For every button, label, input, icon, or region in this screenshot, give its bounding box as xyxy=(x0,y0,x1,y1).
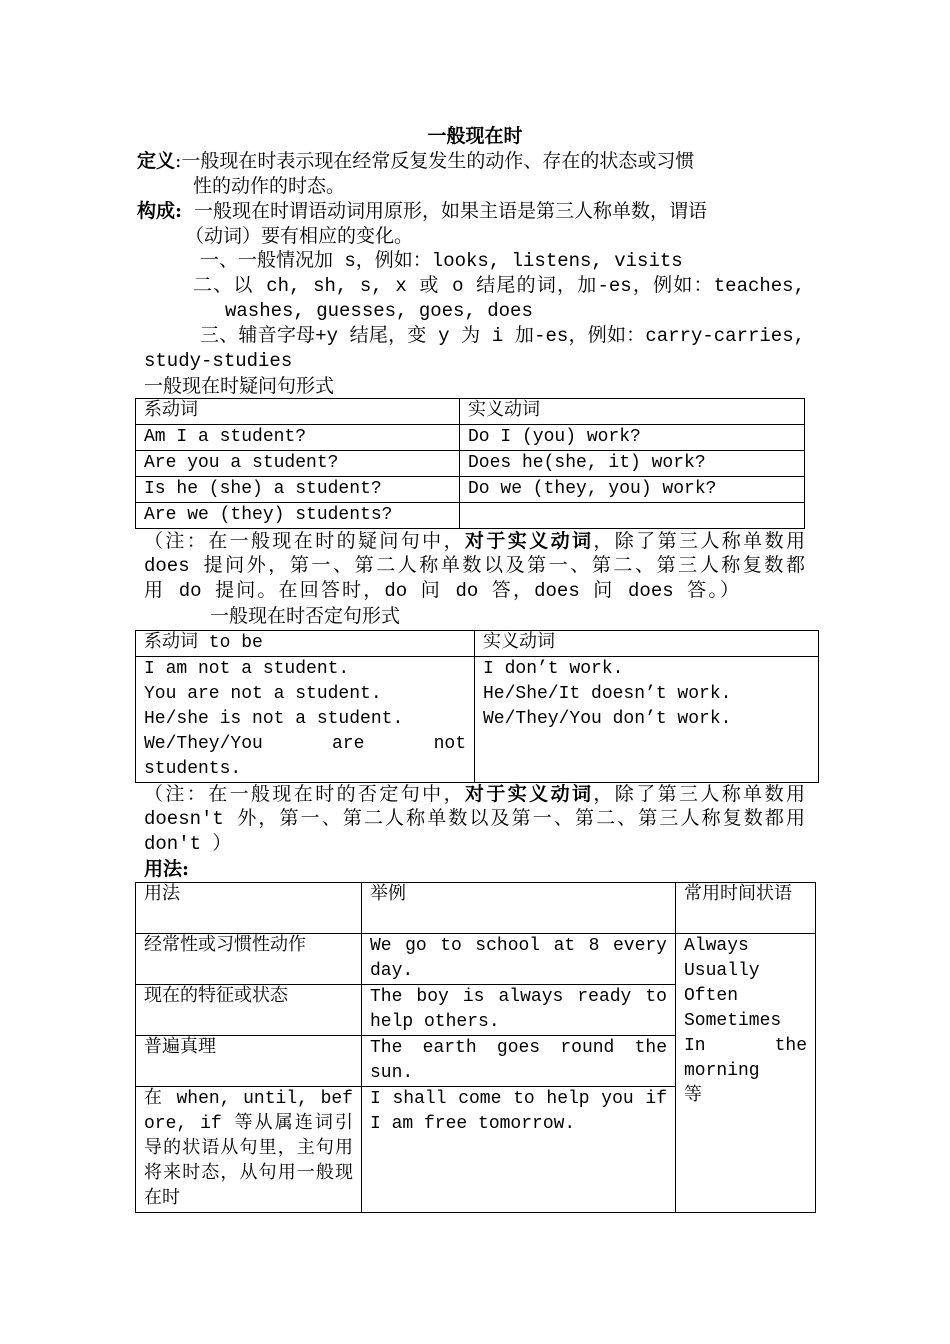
adverbial-item: 等 xyxy=(684,1086,702,1106)
table-row xyxy=(136,451,805,477)
table-row xyxy=(136,503,805,529)
definition-text-2: 性的动作的时态。 xyxy=(193,175,346,197)
table-cell: Does he(she, it) work? xyxy=(460,451,805,477)
example-cell: We go to school at 8 every day. xyxy=(362,934,676,985)
negative-note-line-2: doesn't 外，第一、第二人称单数以及第一、第二、第三人称复数都用 xyxy=(144,808,805,830)
table-row xyxy=(136,631,819,657)
table-cell: Am I a student? xyxy=(136,425,460,451)
definition-line-1 xyxy=(137,149,694,174)
composition-line-1 xyxy=(137,199,707,224)
table-row xyxy=(136,934,816,985)
table-row xyxy=(136,399,805,425)
table-row xyxy=(136,477,805,503)
note-emphasis: 对于实义动词 xyxy=(464,783,594,805)
negative-header-linking: 系动词 to be xyxy=(136,631,475,657)
table-cell xyxy=(460,503,805,529)
table-cell: Are you a student? xyxy=(136,451,460,477)
usage-cell: 在 when, until, before, if 等从属连词引导的状语从句里，主句用将来时态，从句用一般现在时 xyxy=(136,1087,362,1213)
table-cell: Is he (she) a student? xyxy=(136,477,460,503)
question-note-line-3: 用 do 提问。在回答时，do 问 do 答，does 问 does 答。） xyxy=(144,580,739,602)
rule-1: 一、一般情况加 s，例如：looks, listens, visits xyxy=(200,250,683,272)
usage-cell: 现在的特征或状态 xyxy=(136,985,362,1036)
rule-2b: washes, guesses, goes, does xyxy=(225,300,533,322)
usage-cell: 普遍真理 xyxy=(136,1036,362,1087)
example-cell: The boy is always ready to help others. xyxy=(362,985,676,1036)
usage-header-example: 举例 xyxy=(362,883,676,934)
table-cell: Do I (you) work? xyxy=(460,425,805,451)
usage-cell: 经常性或习惯性动作 xyxy=(136,934,362,985)
adverbial-item: Always xyxy=(684,936,749,956)
usage-table xyxy=(135,882,816,1213)
definition-text-1: :一般现在时表示现在经常反复发生的动作、存在的状态或习惯 xyxy=(175,150,695,172)
note-text: （注：在一般现在时的否定句中， xyxy=(144,783,465,805)
adverbial-cell xyxy=(676,934,816,1213)
question-note-line-1 xyxy=(144,529,805,554)
rule-3a: 三、辅音字母+y 结尾，变 y 为 i 加-es，例如：carry-carries, xyxy=(200,325,805,347)
cell-line: I am not a student. xyxy=(144,659,350,679)
adverbial-item: Sometimes xyxy=(684,1011,782,1031)
question-header-action: 实义动词 xyxy=(460,399,805,425)
example-cell: The earth goes round the sun. xyxy=(362,1036,676,1087)
note-text: ，除了第三人称单数用 xyxy=(593,530,805,552)
question-heading: 一般现在时疑问句形式 xyxy=(144,375,335,397)
cell-line: I don’t work. xyxy=(483,659,624,679)
rule-3b: study-studies xyxy=(144,350,293,372)
negative-header-action: 实义动词 xyxy=(475,631,819,657)
adverbial-item: Often xyxy=(684,986,739,1006)
question-header-linking: 系动词 xyxy=(136,399,460,425)
negative-right-cell xyxy=(475,657,819,783)
example-cell: I shall come to help you if I am free tomorrow. xyxy=(362,1087,676,1213)
usage-header-use: 用法 xyxy=(136,883,362,934)
composition-text-2: （动词）要有相应的变化。 xyxy=(185,225,414,247)
negative-table xyxy=(135,630,819,783)
cell-line: He/She/It doesn’t work. xyxy=(483,684,732,704)
negative-left-cell xyxy=(136,657,475,783)
negative-heading: 一般现在时否定句形式 xyxy=(210,605,401,627)
note-text: ，除了第三人称单数用 xyxy=(593,783,805,805)
note-text: （注：在一般现在时的疑问句中， xyxy=(144,530,465,552)
adverbial-item: Usually xyxy=(684,961,760,981)
table-cell: Are we (they) students? xyxy=(136,503,460,529)
cell-line: We/They/You don’t work. xyxy=(483,709,732,729)
cell-line: He/she is not a student. xyxy=(144,709,404,729)
table-cell: Do we (they, you) work? xyxy=(460,477,805,503)
composition-text-1: 一般现在时谓语动词用原形，如果主语是第三人称单数，谓语 xyxy=(194,200,708,222)
question-note-line-2: does 提问外，第一、第二人称单数以及第一、第二、第三人称复数都 xyxy=(144,555,805,577)
rule-2a: 二、以 ch, sh, s, x 或 o 结尾的词，加-es，例如：teaches, xyxy=(193,275,805,297)
cell-line: You are not a student. xyxy=(144,684,382,704)
adverbial-item: In the morning xyxy=(684,1036,807,1081)
composition-label: 构成: xyxy=(137,200,183,222)
note-emphasis: 对于实义动词 xyxy=(464,530,594,552)
usage-header-adverbial: 常用时间状语 xyxy=(676,883,816,934)
table-row xyxy=(136,883,816,934)
cell-line: We/They/You are not xyxy=(144,734,466,754)
negative-note-line-1 xyxy=(144,782,805,807)
definition-label: 定义 xyxy=(137,150,176,172)
page-title: 一般现在时 xyxy=(427,125,523,147)
cell-line: students. xyxy=(144,759,242,779)
negative-note-line-3: don't ） xyxy=(144,833,232,855)
usage-heading: 用法: xyxy=(144,858,190,880)
table-row xyxy=(136,425,805,451)
question-table xyxy=(135,398,805,529)
table-row xyxy=(136,657,819,783)
